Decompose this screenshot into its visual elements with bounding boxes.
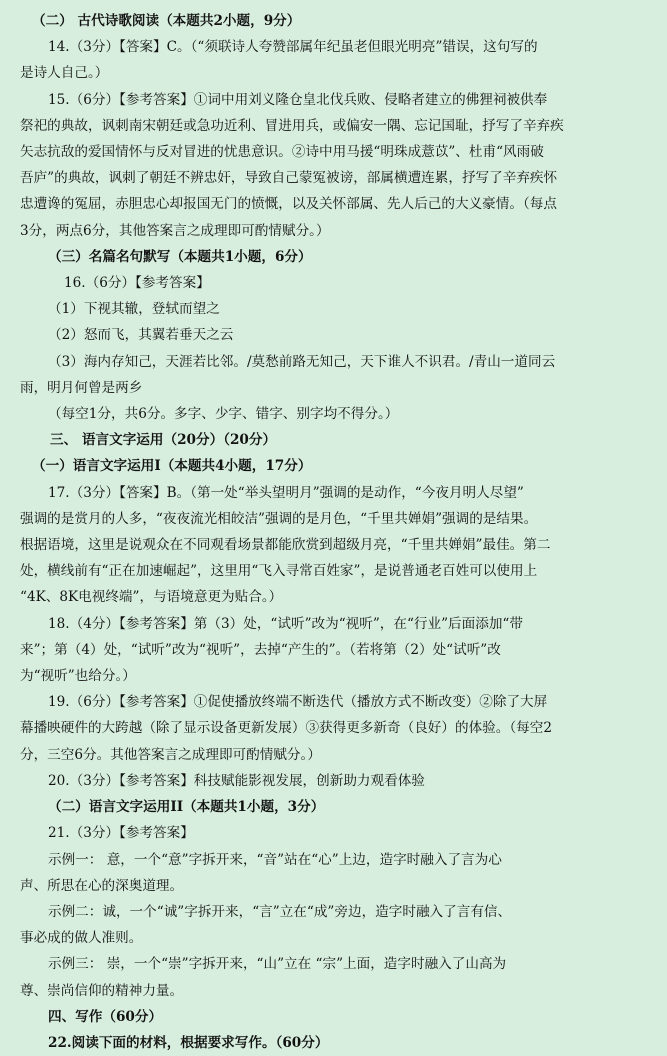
answer-17-cont-3: 处，横线前有“正在加速崛起”，这里用“飞入寻常百姓家”，是说普通老百姓可以使用上 (20, 563, 538, 580)
answer-17-cont-2: 根据语境，这里是说观众在不同观看场景都能欣赏到超级月亮，“千里共婵娟”最佳。第二 (20, 537, 551, 554)
example-1: 示例一： 意，一个“意”字拆开来，“音”站在“心”上边，造字时融入了言为心 (48, 851, 502, 868)
answer-18: 18.（4分）【参考答案】第（3）处，“试听”改为“视听”，在“行业”后面添加“带 (48, 615, 523, 632)
answer-17: 17.（3分）【答案】B。（第一处“举头望明月”强调的是动作，“今夜月明人尽望” (48, 484, 524, 501)
example-2: 示例二：诚，一个“诚”字拆开来，“言”立在“成”旁边，造字时融入了言有信、 (48, 903, 512, 920)
example-3-cont: 尊、崇尚信仰的精神力量。 (20, 982, 184, 999)
answer-16-item-3: （3）海内存知己，天涯若比邻。/莫愁前路无知己，天下谁人不识君。/青山一道同云 (48, 353, 556, 370)
answer-18-cont-2: 为“视听”也给分。） (20, 668, 136, 685)
answer-19-cont-2: 分，三空6分。其他答案言之成理即可酌情赋分。） (20, 746, 321, 763)
answer-16-item-1: （1）下视其辙，登轼而望之 (48, 301, 220, 318)
answer-15-cont-4: 忠遭谗的冤屈，赤胆忠心却报国无门的愤慨，以及关怀部属、先人后己的大义豪情。（每点 (20, 196, 557, 213)
answer-15-cont-1: 祭祀的典故，讽刺南宋朝廷或急功近利、冒进用兵，或偏安一隅、忘记国耻，抒写了辛弃疾 (20, 117, 564, 134)
section-heading-language-2: （二）语言文字运用II（本题共1小题，3分） (48, 799, 325, 816)
answer-16-item-3-cont: 雨，明月何曾是两乡 (20, 379, 143, 396)
answer-14: 14.（3分）【答案】C。（“须联诗人夸赞部属年纪虽老但眼光明亮”错误，这句写的 (48, 39, 538, 56)
answer-17-cont-4: “4K、8K电视终端”，与语境意更为贴合。） (20, 589, 283, 606)
example-2-cont: 事必成的做人准则。 (20, 930, 143, 947)
answer-15-cont-5: 3分，两点6分，其他答案言之成理即可酌情赋分。） (20, 222, 330, 239)
answer-21: 21.（3分）【参考答案】 (48, 825, 194, 842)
section-heading-writing: 四、写作（60分） (48, 1008, 163, 1025)
section-heading-recitation: （三）名篇名句默写（本题共1小题，6分） (48, 248, 312, 265)
answer-19: 19.（6分）【参考答案】①促使播放终端不断迭代（播放方式不断改变）②除了大屏 (48, 694, 548, 711)
question-22: 22.阅读下面的材料，根据要求写作。（60分） (48, 1034, 329, 1051)
section-heading-poetry: （二） 古代诗歌阅读（本题共2小题，9分） (32, 13, 301, 29)
section-heading-language-1: （一）语言文字运用Ⅰ（本题共4小题，17分） (32, 458, 312, 475)
answer-18-cont-1: 来”；第（4）处，“试听”改为“视听”，去掉“产生的”。（若将第（2）处“试听”改 (20, 641, 501, 658)
answer-16-item-2: （2）怒而飞，其翼若垂天之云 (48, 327, 234, 344)
answer-17-cont-1: 强调的是赏月的人多，“夜夜流光相皎洁”强调的是月色，“千里共婵娟”强调的是结果。 (20, 510, 538, 527)
answer-15-cont-2: 矢志抗敌的爱国情怀与反对冒进的忧患意识。②诗中用马援“明珠成薏苡”、杜甫“风雨破 (20, 144, 544, 161)
answer-20: 20.（3分）【参考答案】科技赋能影视发展，创新助力观看体验 (48, 772, 425, 789)
answer-15: 15.（6分）【参考答案】①词中用刘义隆仓皇北伐兵败、侵略者建立的佛狸祠被供奉 (48, 91, 548, 108)
answer-19-cont-1: 幕播映硬件的大跨越（除了显示设备更新发展）③获得更多新奇（良好）的体验。（每空2 (20, 720, 553, 737)
answer-15-cont-3: 吾庐”的典故，讽刺了朝廷不辨忠奸，导致自己蒙冤被谤，部属横遭连累，抒写了辛弃疾怀 (20, 170, 558, 187)
answer-16-scoring: （每空1分，共6分。多字、少字、错字、别字均不得分。） (48, 406, 399, 423)
example-3: 示例三： 崇，一个“崇”字拆开来，“山”立在 “宗”上面，造字时融入了山高为 (48, 956, 507, 973)
section-heading-language: 三、 语言文字运用（20分）（20分） (50, 432, 277, 449)
answer-14-cont: 是诗人自己。） (20, 65, 109, 82)
answer-16: 16.（6分）【参考答案】 (64, 275, 210, 292)
example-1-cont: 声、所思在心的深奥道理。 (20, 877, 184, 894)
